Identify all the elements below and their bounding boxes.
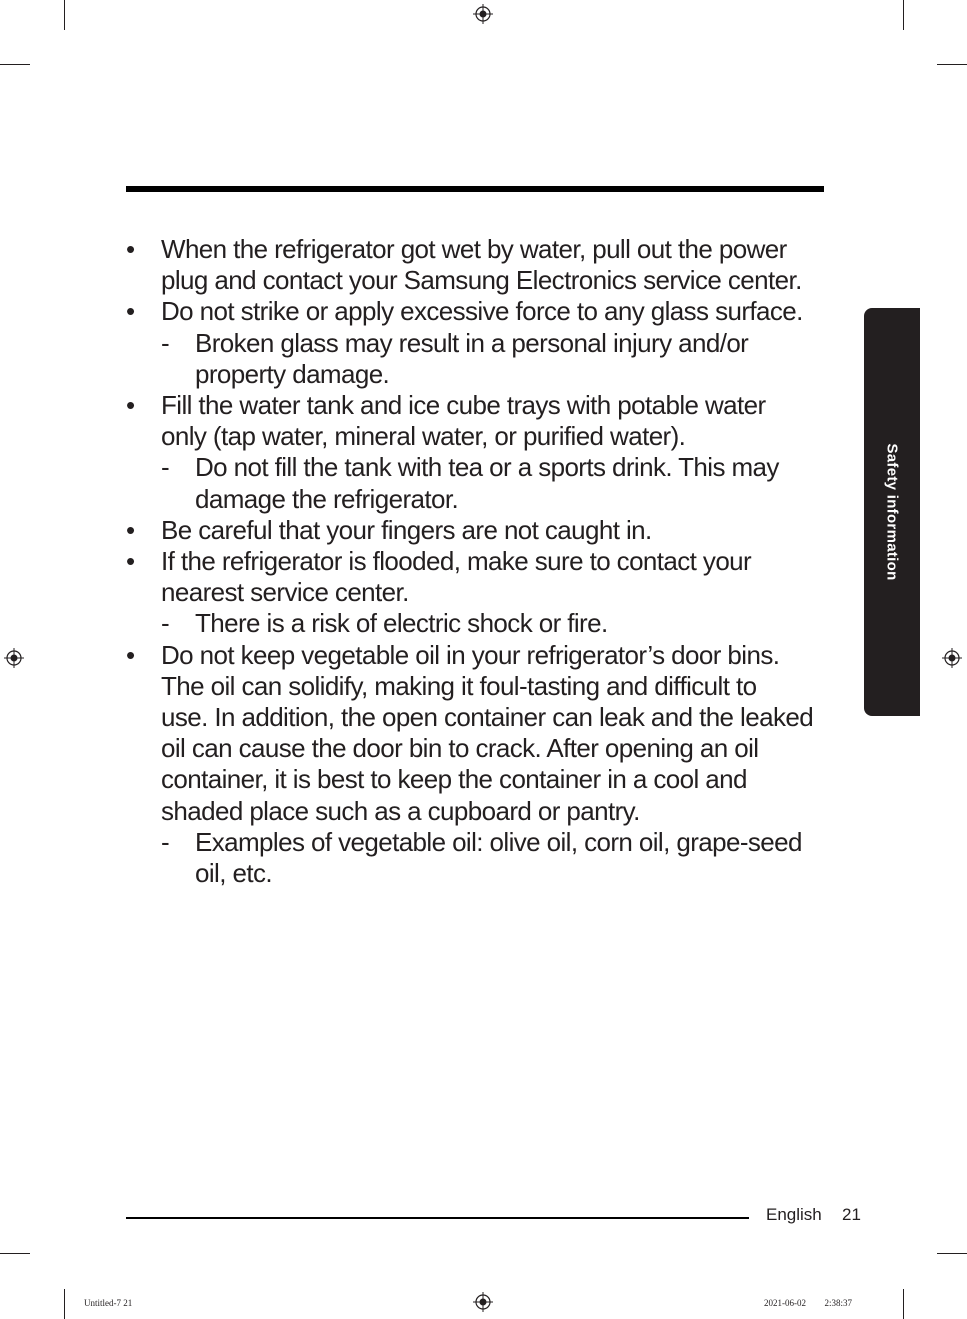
item-line: The oil can solidify, making it foul-tasting and difficult to: [161, 670, 757, 701]
dash: -: [161, 327, 170, 358]
crop-mark: [64, 0, 65, 30]
list-item: [126, 546, 826, 608]
item-line: Be careful that your fingers are not caught in.: [161, 514, 652, 545]
sub-line: Broken glass may result in a personal injury and/or: [195, 327, 749, 358]
item-line: container, it is best to keep the container in a cool and: [161, 764, 747, 795]
crop-mark: [0, 1253, 30, 1254]
sub-item: [126, 608, 826, 639]
slug-right: 2021-06-02    2:38:37: [764, 1298, 852, 1308]
item-line: only (tap water, mineral water, or purified water).: [161, 421, 686, 452]
item-line: use. In addition, the open container can leak and the leaked: [161, 702, 814, 733]
sub-line: Do not fill the tank with tea or a sports drink. This may: [195, 452, 779, 483]
sub-line: There is a risk of electric shock or fire.: [195, 608, 608, 639]
item-line: oil can cause the door bin to crack. After opening an oil: [161, 733, 759, 764]
item-line: plug and contact your Samsung Electronics service center.: [161, 265, 802, 296]
item-line: When the refrigerator got wet by water, pull out the power: [161, 234, 787, 264]
item-line: nearest service center.: [161, 577, 409, 608]
dash: -: [161, 826, 170, 857]
section-tab: [864, 308, 920, 716]
item-line: shaded place such as a cupboard or pantry.: [161, 795, 640, 826]
safety-list: [126, 234, 826, 889]
item-line: Do not keep vegetable oil in your refrigerator’s door bins.: [161, 639, 780, 670]
bottom-rule: [126, 1217, 749, 1219]
item-line: Do not strike or apply excessive force to any glass surface.: [161, 296, 803, 327]
crop-mark: [0, 64, 30, 65]
sub-line: Examples of vegetable oil: olive oil, corn oil, grape-seed: [195, 826, 802, 857]
sub-item: [126, 827, 826, 889]
crop-mark: [903, 0, 904, 30]
page-number: 21: [842, 1205, 861, 1224]
item-line: Fill the water tank and ice cube trays with potable water: [161, 390, 766, 421]
list-item: [126, 515, 826, 546]
registration-mark-icon: [473, 1292, 493, 1312]
bullet: •: [126, 296, 135, 327]
list-item: [126, 640, 826, 827]
crop-mark: [903, 1289, 904, 1319]
section-tab-label: Safety information: [883, 443, 901, 581]
bullet: •: [126, 546, 135, 577]
registration-mark-icon: [473, 4, 493, 24]
registration-mark-icon: [4, 648, 24, 668]
slug-left: Untitled-7 21: [84, 1298, 133, 1308]
sub-item: [126, 328, 826, 390]
top-rule: [126, 186, 824, 192]
dash: -: [161, 452, 170, 483]
crop-mark: [937, 1253, 967, 1254]
bullet: •: [126, 390, 135, 421]
registration-mark-icon: [942, 648, 962, 668]
list-item: [126, 296, 826, 327]
sub-item: [126, 452, 826, 514]
bullet: •: [126, 514, 135, 545]
bullet: •: [126, 639, 135, 670]
item-line: If the refrigerator is flooded, make sure to contact your: [161, 546, 752, 577]
list-item: [126, 234, 826, 296]
sub-line: oil, etc.: [195, 858, 272, 889]
footer-language: English: [766, 1205, 822, 1224]
list-item: [126, 390, 826, 452]
dash: -: [161, 608, 170, 639]
sub-line: damage the refrigerator.: [195, 483, 459, 514]
crop-mark: [64, 1289, 65, 1319]
sub-line: property damage.: [195, 358, 390, 389]
bullet: •: [126, 234, 135, 264]
crop-mark: [937, 64, 967, 65]
